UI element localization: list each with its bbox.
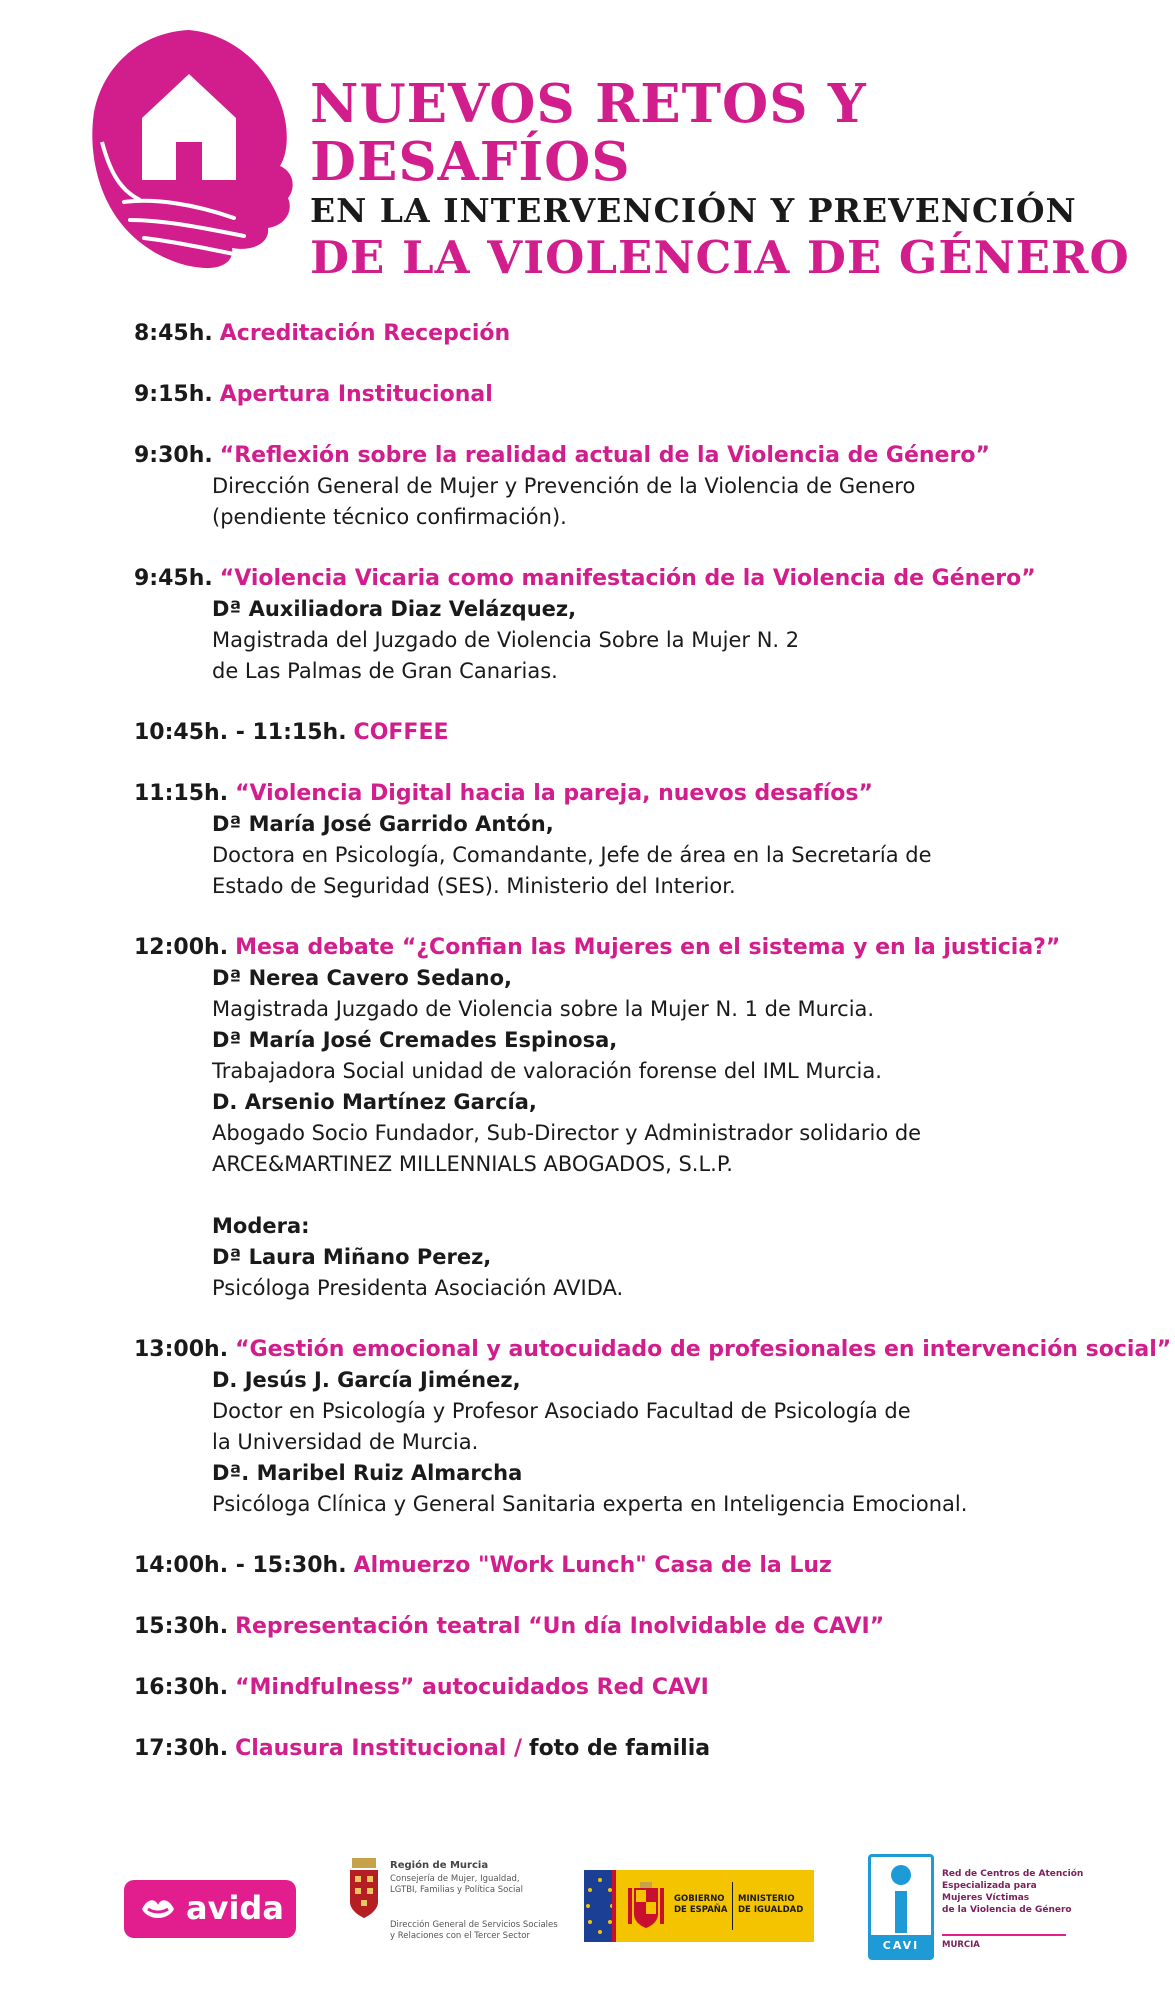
schedule-title: Clausura Institucional / bbox=[235, 1736, 522, 1761]
speaker-description: Abogado Socio Fundador, Sub-Director y Administrador solidario de bbox=[212, 1121, 922, 1145]
murcia-line-3: Dirección General de Servicios Sociales bbox=[390, 1920, 558, 1930]
schedule-entry bbox=[134, 1672, 1144, 1703]
schedule-entry bbox=[134, 1550, 1144, 1581]
speaker-description: Trabajadora Social unidad de valoración forense del IML Murcia. bbox=[212, 1059, 882, 1083]
speaker-description: ARCE&MARTINEZ MILLENNIALS ABOGADOS, S.L.P. bbox=[212, 1152, 733, 1176]
schedule-entry-heading bbox=[134, 440, 1144, 471]
hands-house-icon bbox=[84, 22, 294, 272]
schedule-entry bbox=[134, 318, 1144, 349]
schedule-title: Acreditación Recepción bbox=[219, 321, 511, 346]
schedule-title: “Violencia Vicaria como manifestación de la Violencia de Género” bbox=[219, 566, 1036, 591]
schedule-title: “Reflexión sobre la realidad actual de la Violencia de Género” bbox=[219, 443, 990, 468]
cavi-dot bbox=[891, 1865, 911, 1885]
murcia-line-1: Consejería de Mujer, Igualdad, bbox=[390, 1874, 520, 1884]
schedule-title: “Gestión emocional y autocuidado de profesionales en intervención social” bbox=[235, 1337, 1172, 1362]
speaker-name: Dª Auxiliadora Diaz Velázquez, bbox=[212, 597, 577, 621]
schedule-entry bbox=[134, 717, 1144, 748]
speaker-name: Dª Laura Miñano Perez, bbox=[212, 1245, 492, 1269]
speaker-description: Magistrada del Juzgado de Violencia Sobre la Mujer N. 2 bbox=[212, 628, 800, 652]
cavi-line-3: Mujeres Víctimas bbox=[942, 1893, 1030, 1903]
schedule-details bbox=[134, 471, 1144, 533]
speaker-description: Magistrada Juzgado de Violencia sobre la Mujer N. 1 de Murcia. bbox=[212, 997, 875, 1021]
schedule-title: Mesa debate “¿Confian las Mujeres en el sistema y en la justicia?” bbox=[235, 935, 1061, 960]
schedule-time: 12:00h. bbox=[134, 935, 229, 960]
gobierno-espana-logo bbox=[584, 1870, 814, 1942]
speaker-name: Dª María José Garrido Antón, bbox=[212, 812, 554, 836]
schedule-time: 9:30h. bbox=[134, 443, 213, 468]
title-line-1: NUEVOS RETOS Y DESAFÍOS bbox=[310, 73, 867, 193]
schedule-entry-heading bbox=[134, 1334, 1172, 1365]
schedule-entry bbox=[134, 379, 1144, 410]
cavi-label: CAVI bbox=[871, 1935, 931, 1957]
speaker-description: Dirección General de Mujer y Prevención de la Violencia de Genero bbox=[212, 474, 916, 498]
cavi-city: MURCIA bbox=[942, 1940, 980, 1950]
schedule-entry-heading bbox=[134, 318, 1144, 349]
ministerio-line-1: MINISTERIO bbox=[738, 1894, 795, 1904]
speaker-description: Estado de Seguridad (SES). Ministerio del Interior. bbox=[212, 874, 736, 898]
avida-lips-icon bbox=[140, 1895, 176, 1923]
schedule-entry-heading bbox=[134, 563, 1144, 594]
cavi-line-1: Red de Centros de Atención bbox=[942, 1869, 1084, 1879]
schedule-title: COFFEE bbox=[353, 720, 449, 745]
schedule-time: 13:00h. bbox=[134, 1337, 229, 1362]
program-schedule bbox=[134, 318, 1172, 1794]
schedule-entry-heading bbox=[134, 778, 1144, 809]
schedule-entry bbox=[134, 1611, 1144, 1642]
schedule-entry bbox=[134, 440, 1144, 533]
schedule-entry-heading bbox=[134, 1550, 1144, 1581]
cavi-line-2: Especializada para bbox=[942, 1881, 1037, 1891]
schedule-entry-heading bbox=[134, 1733, 1144, 1764]
schedule-details bbox=[134, 809, 1144, 902]
gobierno-line-2: DE ESPAÑA bbox=[674, 1905, 728, 1915]
schedule-details bbox=[134, 963, 1144, 1304]
murcia-line-2: LGTBI, Familias y Política Social bbox=[390, 1885, 523, 1895]
schedule-details bbox=[134, 594, 1144, 687]
murcia-line-4: y Relaciones con el Tercer Sector bbox=[390, 1931, 531, 1941]
schedule-entry bbox=[134, 563, 1144, 687]
schedule-entry-heading bbox=[134, 379, 1144, 410]
murcia-coat-of-arms-icon bbox=[348, 1858, 380, 1920]
speaker-description: la Universidad de Murcia. bbox=[212, 1430, 479, 1454]
speaker-name: Modera: bbox=[212, 1214, 310, 1238]
speaker-description: de Las Palmas de Gran Canarias. bbox=[212, 659, 558, 683]
cavi-bar bbox=[895, 1891, 907, 1933]
title-line-3: DE LA VIOLENCIA DE GÉNERO bbox=[310, 231, 1130, 284]
schedule-title: Apertura Institucional bbox=[219, 382, 493, 407]
speaker-description: Psicóloga Presidenta Asociación AVIDA. bbox=[212, 1276, 624, 1300]
speaker-name: Dª. Maribel Ruiz Almarcha bbox=[212, 1461, 523, 1485]
schedule-title: “Mindfulness” autocuidados Red CAVI bbox=[235, 1675, 709, 1700]
eu-flag-icon bbox=[584, 1870, 616, 1942]
cavi-info-icon bbox=[868, 1854, 934, 1960]
schedule-title: Representación teatral “Un día Inolvidable de CAVI” bbox=[235, 1614, 885, 1639]
schedule-time: 14:00h. - 15:30h. bbox=[134, 1553, 347, 1578]
schedule-entry-heading bbox=[134, 1672, 1144, 1703]
speaker-name: D. Arsenio Martínez García, bbox=[212, 1090, 537, 1114]
schedule-time: 16:30h. bbox=[134, 1675, 229, 1700]
schedule-title: Almuerzo "Work Lunch" Casa de la Luz bbox=[353, 1553, 832, 1578]
speaker-name: D. Jesús J. García Jiménez, bbox=[212, 1368, 521, 1392]
schedule-entry bbox=[134, 1733, 1144, 1764]
schedule-time: 10:45h. - 11:15h. bbox=[134, 720, 347, 745]
murcia-name: Región de Murcia bbox=[390, 1860, 489, 1871]
murcia-consejeria bbox=[390, 1874, 523, 1896]
speaker-description: Psicóloga Clínica y General Sanitaria experta en Inteligencia Emocional. bbox=[212, 1492, 968, 1516]
spain-coat-of-arms-icon bbox=[628, 1882, 664, 1930]
avida-logo bbox=[124, 1880, 296, 1938]
speaker-description: (pendiente técnico confirmación). bbox=[212, 505, 567, 529]
cavi-line-4: de la Violencia de Género bbox=[942, 1905, 1072, 1915]
schedule-time: 9:45h. bbox=[134, 566, 213, 591]
schedule-entry-heading bbox=[134, 717, 1144, 748]
schedule-title: “Violencia Digital hacia la pareja, nuevos desafíos” bbox=[235, 781, 873, 806]
gobierno-text bbox=[674, 1894, 727, 1916]
page-title bbox=[310, 75, 1150, 285]
schedule-time: 8:45h. bbox=[134, 321, 213, 346]
sponsor-logos bbox=[0, 1840, 1175, 1990]
schedule-entry bbox=[134, 932, 1144, 1304]
schedule-entry bbox=[134, 778, 1144, 902]
cavi-underline bbox=[942, 1934, 1066, 1936]
murcia-direccion bbox=[390, 1920, 558, 1942]
avida-name: avida bbox=[186, 1889, 284, 1927]
ministerio-text bbox=[738, 1894, 803, 1916]
schedule-time: 9:15h. bbox=[134, 382, 213, 407]
schedule-entry-heading bbox=[134, 1611, 1144, 1642]
ministerio-line-2: DE IGUALDAD bbox=[738, 1905, 804, 1915]
spacer bbox=[212, 1180, 1144, 1211]
gobierno-line-1: GOBIERNO bbox=[674, 1894, 725, 1904]
speaker-name: Dª Nerea Cavero Sedano, bbox=[212, 966, 513, 990]
header bbox=[0, 0, 1175, 290]
schedule-time: 11:15h. bbox=[134, 781, 229, 806]
cavi-logo bbox=[868, 1854, 1084, 1974]
schedule-entry-heading bbox=[134, 932, 1144, 963]
speaker-name: Dª María José Cremades Espinosa, bbox=[212, 1028, 618, 1052]
schedule-details bbox=[134, 1365, 1144, 1520]
schedule-time: 15:30h. bbox=[134, 1614, 229, 1639]
schedule-title-suffix: foto de familia bbox=[529, 1736, 711, 1761]
speaker-description: Doctora en Psicología, Comandante, Jefe de área en la Secretaría de bbox=[212, 843, 932, 867]
speaker-description: Doctor en Psicología y Profesor Asociado Facultad de Psicología de bbox=[212, 1399, 911, 1423]
divider bbox=[732, 1882, 733, 1930]
title-line-2: EN LA INTERVENCIÓN Y PREVENCIÓN bbox=[310, 191, 1077, 230]
cavi-text bbox=[942, 1868, 1083, 1916]
region-murcia-logo bbox=[348, 1858, 558, 1978]
schedule-entry bbox=[134, 1334, 1172, 1520]
schedule-time: 17:30h. bbox=[134, 1736, 229, 1761]
